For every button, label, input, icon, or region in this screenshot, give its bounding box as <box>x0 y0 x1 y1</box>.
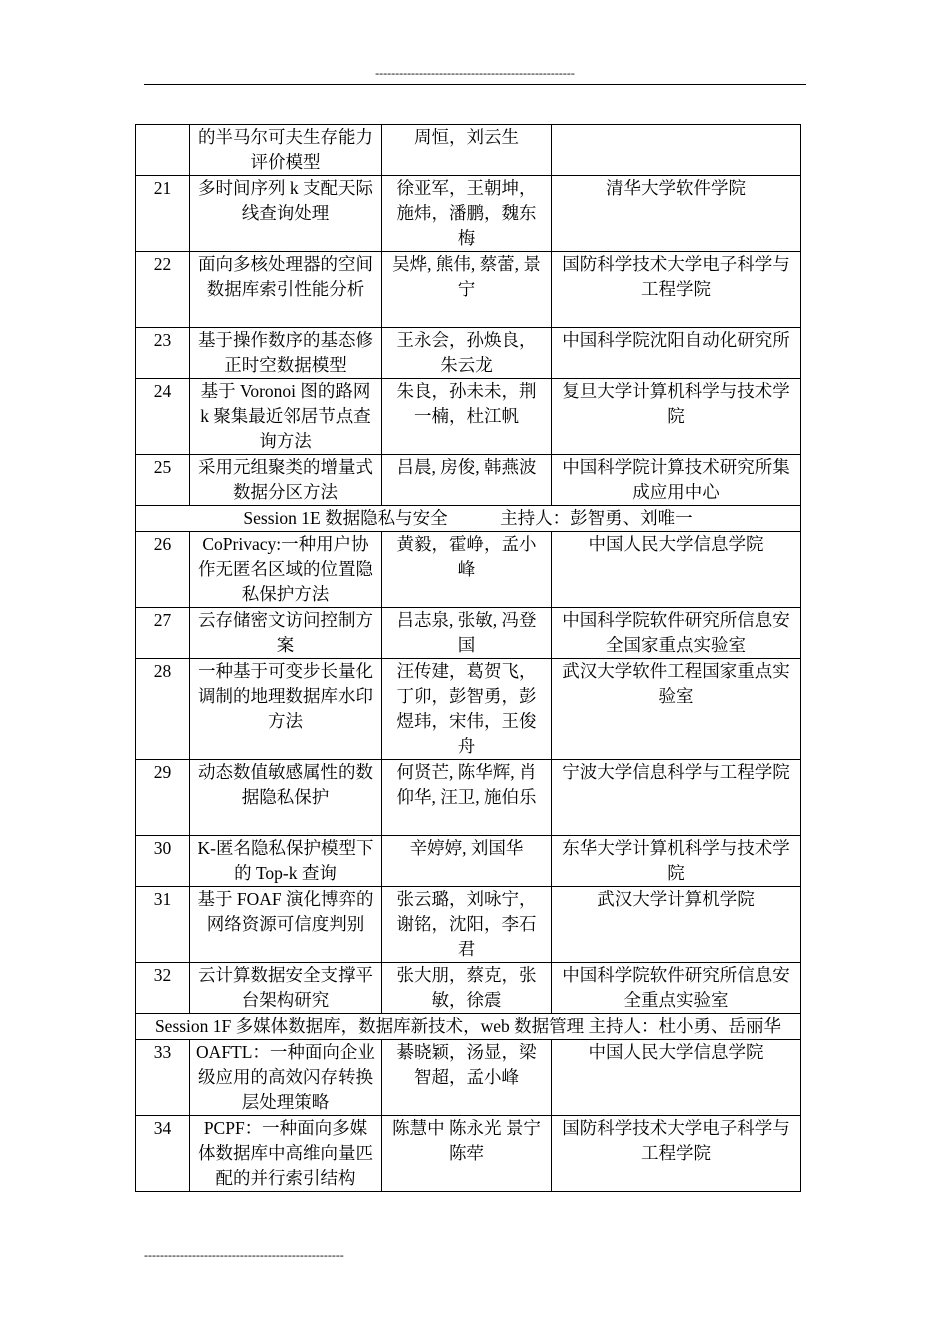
paper-authors: 徐亚军，王朝坤，施炜，潘鹏，魏东梅 <box>382 176 552 252</box>
paper-title: 云计算数据安全支撑平台架构研究 <box>190 963 382 1014</box>
paper-authors: 朱良，孙未未，荆一楠，杜江帆 <box>382 379 552 455</box>
paper-number: 31 <box>136 887 190 963</box>
paper-authors: 汪传建，葛贺飞，丁卯，彭智勇，彭煜玮，宋伟，王俊舟 <box>382 659 552 760</box>
paper-row <box>136 379 801 455</box>
paper-authors: 王永会，孙焕良，朱云龙 <box>382 328 552 379</box>
session-header-row <box>136 506 801 532</box>
paper-row <box>136 760 801 836</box>
paper-title: 基于 FOAF 演化博弈的网络资源可信度判别 <box>190 887 382 963</box>
schedule-body <box>136 125 801 1192</box>
paper-authors: 吴烨, 熊伟, 蔡蕾, 景宁 <box>382 252 552 328</box>
paper-title: 动态数值敏感属性的数据隐私保护 <box>190 760 382 836</box>
paper-authors: 吕志泉, 张敏, 冯登国 <box>382 608 552 659</box>
paper-row <box>136 608 801 659</box>
paper-affiliation: 中国科学院沈阳自动化研究所 <box>552 328 801 379</box>
paper-row <box>136 125 801 176</box>
paper-authors: 张云璐，刘咏宁，谢铭，沈阳，李石君 <box>382 887 552 963</box>
paper-row <box>136 1116 801 1192</box>
paper-number: 34 <box>136 1116 190 1192</box>
paper-authors: 綦晓颖，汤显，梁智超，孟小峰 <box>382 1040 552 1116</box>
paper-row <box>136 328 801 379</box>
paper-affiliation: 武汉大学计算机学院 <box>552 887 801 963</box>
paper-authors: 何贤芒, 陈华辉, 肖仰华, 汪卫, 施伯乐 <box>382 760 552 836</box>
session-header: Session 1F 多媒体数据库，数据库新技术，web 数据管理 主持人：杜小勇、岳丽华 <box>136 1014 801 1040</box>
paper-row <box>136 252 801 328</box>
paper-title: OAFTL：一种面向企业级应用的高效闪存转换层处理策略 <box>190 1040 382 1116</box>
paper-affiliation: 东华大学计算机科学与技术学院 <box>552 836 801 887</box>
paper-authors: 张大朋，蔡克，张敏，徐震 <box>382 963 552 1014</box>
paper-number: 21 <box>136 176 190 252</box>
paper-row <box>136 532 801 608</box>
header-dash-line: -------------------------------------------------- <box>375 66 575 80</box>
paper-title: CoPrivacy:一种用户协作无匿名区域的位置隐私保护方法 <box>190 532 382 608</box>
paper-row <box>136 455 801 506</box>
paper-title: K-匿名隐私保护模型下的 Top-k 查询 <box>190 836 382 887</box>
paper-number: 33 <box>136 1040 190 1116</box>
paper-title: PCPF：一种面向多媒体数据库中高维向量匹配的并行索引结构 <box>190 1116 382 1192</box>
paper-affiliation <box>552 125 801 176</box>
footer-dash-line: -------------------------------------------------- <box>144 1248 344 1262</box>
paper-affiliation: 复旦大学计算机科学与技术学院 <box>552 379 801 455</box>
paper-title: 的半马尔可夫生存能力评价模型 <box>190 125 382 176</box>
paper-number: 24 <box>136 379 190 455</box>
paper-title: 云存储密文访问控制方案 <box>190 608 382 659</box>
paper-number: 28 <box>136 659 190 760</box>
paper-number: 30 <box>136 836 190 887</box>
paper-number: 32 <box>136 963 190 1014</box>
paper-affiliation: 宁波大学信息科学与工程学院 <box>552 760 801 836</box>
paper-affiliation: 中国人民大学信息学院 <box>552 1040 801 1116</box>
paper-number: 27 <box>136 608 190 659</box>
paper-title: 面向多核处理器的空间数据库索引性能分析 <box>190 252 382 328</box>
paper-affiliation: 中国人民大学信息学院 <box>552 532 801 608</box>
paper-number <box>136 125 190 176</box>
paper-authors: 吕晨, 房俊, 韩燕波 <box>382 455 552 506</box>
paper-authors: 陈慧中 陈永光 景宁 陈荦 <box>382 1116 552 1192</box>
paper-affiliation: 清华大学软件学院 <box>552 176 801 252</box>
paper-title: 采用元组聚类的增量式数据分区方法 <box>190 455 382 506</box>
paper-row <box>136 836 801 887</box>
paper-affiliation: 中国科学院计算技术研究所集成应用中心 <box>552 455 801 506</box>
paper-authors: 黄毅，霍峥，孟小峰 <box>382 532 552 608</box>
paper-authors: 周恒，刘云生 <box>382 125 552 176</box>
paper-number: 26 <box>136 532 190 608</box>
paper-affiliation: 中国科学院软件研究所信息安全国家重点实验室 <box>552 608 801 659</box>
paper-schedule-table <box>135 124 801 1192</box>
header-rule <box>144 84 806 85</box>
paper-title: 多时间序列 k 支配天际线查询处理 <box>190 176 382 252</box>
paper-affiliation: 国防科学技术大学电子科学与工程学院 <box>552 252 801 328</box>
paper-row <box>136 1040 801 1116</box>
paper-affiliation: 中国科学院软件研究所信息安全重点实验室 <box>552 963 801 1014</box>
session-header: Session 1E 数据隐私与安全 主持人：彭智勇、刘唯一 <box>136 506 801 532</box>
paper-number: 23 <box>136 328 190 379</box>
paper-row <box>136 659 801 760</box>
paper-number: 29 <box>136 760 190 836</box>
paper-row <box>136 887 801 963</box>
paper-affiliation: 国防科学技术大学电子科学与工程学院 <box>552 1116 801 1192</box>
paper-authors: 辛婷婷, 刘国华 <box>382 836 552 887</box>
paper-title: 一种基于可变步长量化调制的地理数据库水印方法 <box>190 659 382 760</box>
paper-title: 基于操作数序的基态修正时空数据模型 <box>190 328 382 379</box>
paper-number: 22 <box>136 252 190 328</box>
paper-affiliation: 武汉大学软件工程国家重点实验室 <box>552 659 801 760</box>
paper-number: 25 <box>136 455 190 506</box>
paper-row <box>136 176 801 252</box>
paper-title: 基于 Voronoi 图的路网 k 聚集最近邻居节点查询方法 <box>190 379 382 455</box>
paper-row <box>136 963 801 1014</box>
session-header-row <box>136 1014 801 1040</box>
